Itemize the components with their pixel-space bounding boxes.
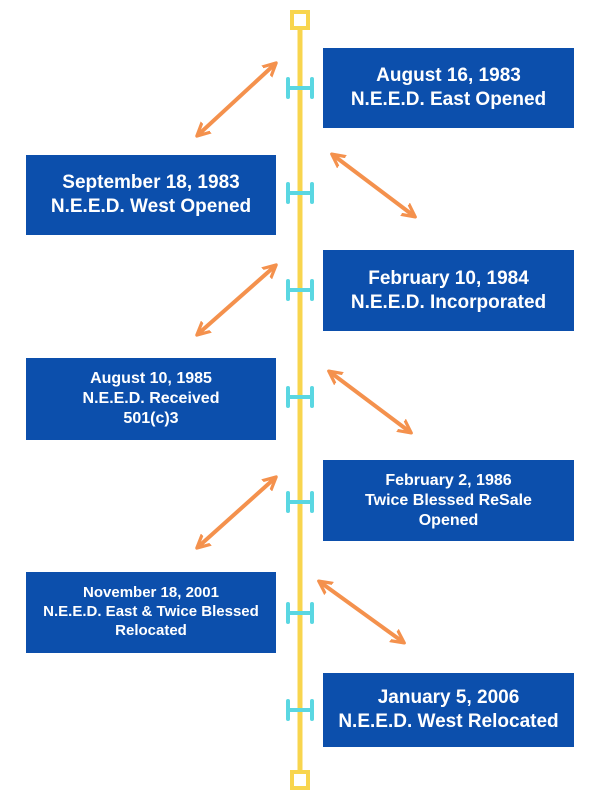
event-date: February 10, 1984 [368,267,529,289]
event-date: January 5, 2006 [377,687,520,709]
double-arrow-icon [198,64,275,135]
timeline-event-box [26,358,276,440]
timeline-end-cap [292,772,308,788]
double-arrow-icon [333,155,414,216]
event-description: N.E.E.D. West Relocated [338,711,559,732]
event-date: February 2, 1986 [385,471,512,489]
event-date: August 10, 1985 [90,370,212,387]
double-arrow-icon [198,266,275,334]
event-date: September 18, 1983 [62,172,240,194]
event-date: November 18, 2001 [83,584,219,602]
event-description: N.E.E.D. East Opened [350,89,547,110]
timeline-event-box [323,250,574,331]
event-description: N.E.E.D. East & Twice Blessed [43,603,259,621]
double-arrow-icon [320,582,403,642]
event-description: 501(c)3 [123,410,179,427]
timeline-event-box [26,572,276,653]
event-description: N.E.E.D. West Opened [50,196,252,217]
timeline-start-cap [292,12,308,28]
double-arrow-icon [330,372,410,432]
event-description: N.E.E.D. Received [82,390,220,407]
event-description: Opened [418,511,479,529]
event-description: Twice Blessed ReSale [365,491,532,509]
event-description: N.E.E.D. Incorporated [350,291,547,313]
timeline-event-box [26,155,276,235]
event-description: Relocated [115,621,187,639]
double-arrow-icon [198,478,275,547]
timeline-event-box [323,460,574,541]
timeline-event-box [323,48,574,128]
event-date: August 16, 1983 [376,65,521,87]
timeline-event-box [323,673,574,747]
